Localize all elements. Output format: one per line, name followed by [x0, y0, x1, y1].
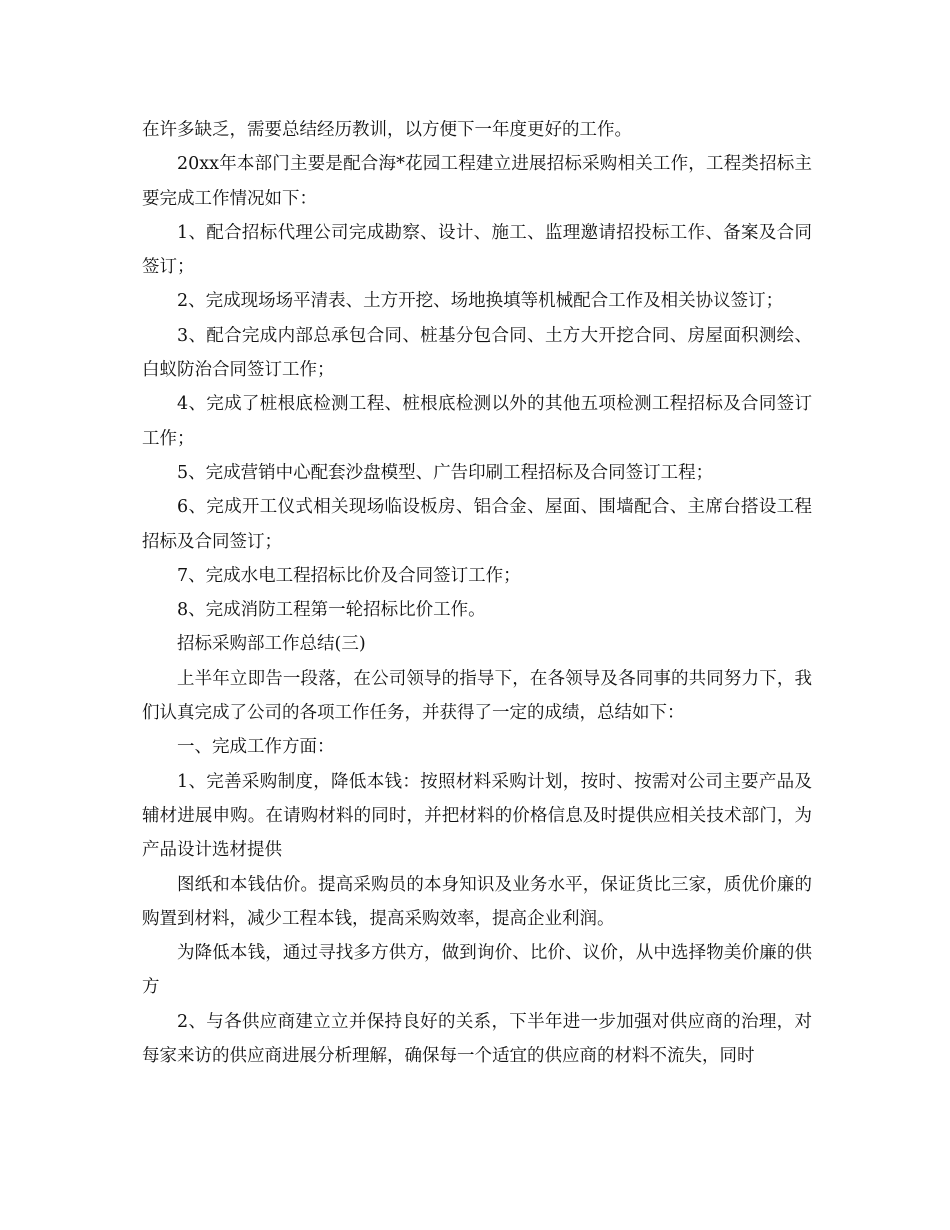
- paragraph-7: 6、完成开工仪式相关现场临设板房、铝合金、屋面、围墙配合、主席台搭设工程招标及合同签订；: [142, 497, 812, 552]
- paragraph-6: 5、完成营销中心配套沙盘模型、广告印刷工程招标及合同签订工程；: [177, 462, 714, 483]
- paragraph-11: 上半年立即告一段落，在公司领导的指导下，在各领导及各同事的共同努力下，我们认真完成了公司的各项工作任务，并获得了一定的成绩，总结如下：: [142, 668, 812, 724]
- paragraph-1: 20xx年本部门主要是配合海*花园工程建立进展招标采购相关工作，工程类招标主要完成工作情况如下：: [142, 154, 812, 209]
- paragraph-8: 7、完成水电工程招标比价及合同签订工作；: [177, 565, 521, 586]
- document-body: [142, 113, 812, 1073]
- paragraph-12: 一、完成工作方面：: [177, 737, 335, 758]
- paragraph-0: 在许多缺乏，需要总结经历教训，以方便下一年度更好的工作。: [142, 120, 632, 140]
- paragraph-9: 8、完成消防工程第一轮招标比价工作。: [177, 600, 486, 621]
- paragraph-2: 1、配合招标代理公司完成勘察、设计、施工、监理邀请招投标工作、备案及合同签订；: [142, 222, 812, 278]
- paragraph-15: 为降低本钱，通过寻找多方供方，做到询价、比价、议价，从中选择物美价廉的供方: [142, 943, 812, 998]
- paragraph-14: 图纸和本钱估价。提高采购员的本身知识及业务水平，保证货比三家，质优价廉的购置到材料，减少工程本钱，提高采购效率，提高企业利润。: [142, 874, 812, 929]
- paragraph-4: 3、配合完成内部总承包合同、桩基分包合同、土方大开挖合同、房屋面积测绘、白蚁防治合同签订工作；: [142, 325, 812, 381]
- paragraph-5: 4、完成了桩根底检测工程、桩根底检测以外的其他五项检测工程招标及合同签订工作；: [142, 394, 812, 449]
- section-heading: 招标采购部工作总结(三): [177, 634, 366, 655]
- paragraph-16: 2、与各供应商建立立并保持良好的关系，下半年进一步加强对供应商的治理，对每家来访的供应商进展分析理解，确保每一个适宜的供应商的材料不流失，同时: [142, 1011, 812, 1067]
- paragraph-3: 2、完成现场场平清表、土方开挖、场地换填等机械配合工作及相关协议签订；: [177, 291, 784, 312]
- paragraph-13: 1、完善采购制度，降低本钱：按照材料采购计划，按时、按需对公司主要产品及辅材进展申购。在请购材料的同时，并把材料的价格信息及时提供应相关技术部门，为产品设计选材提供: [142, 771, 812, 861]
